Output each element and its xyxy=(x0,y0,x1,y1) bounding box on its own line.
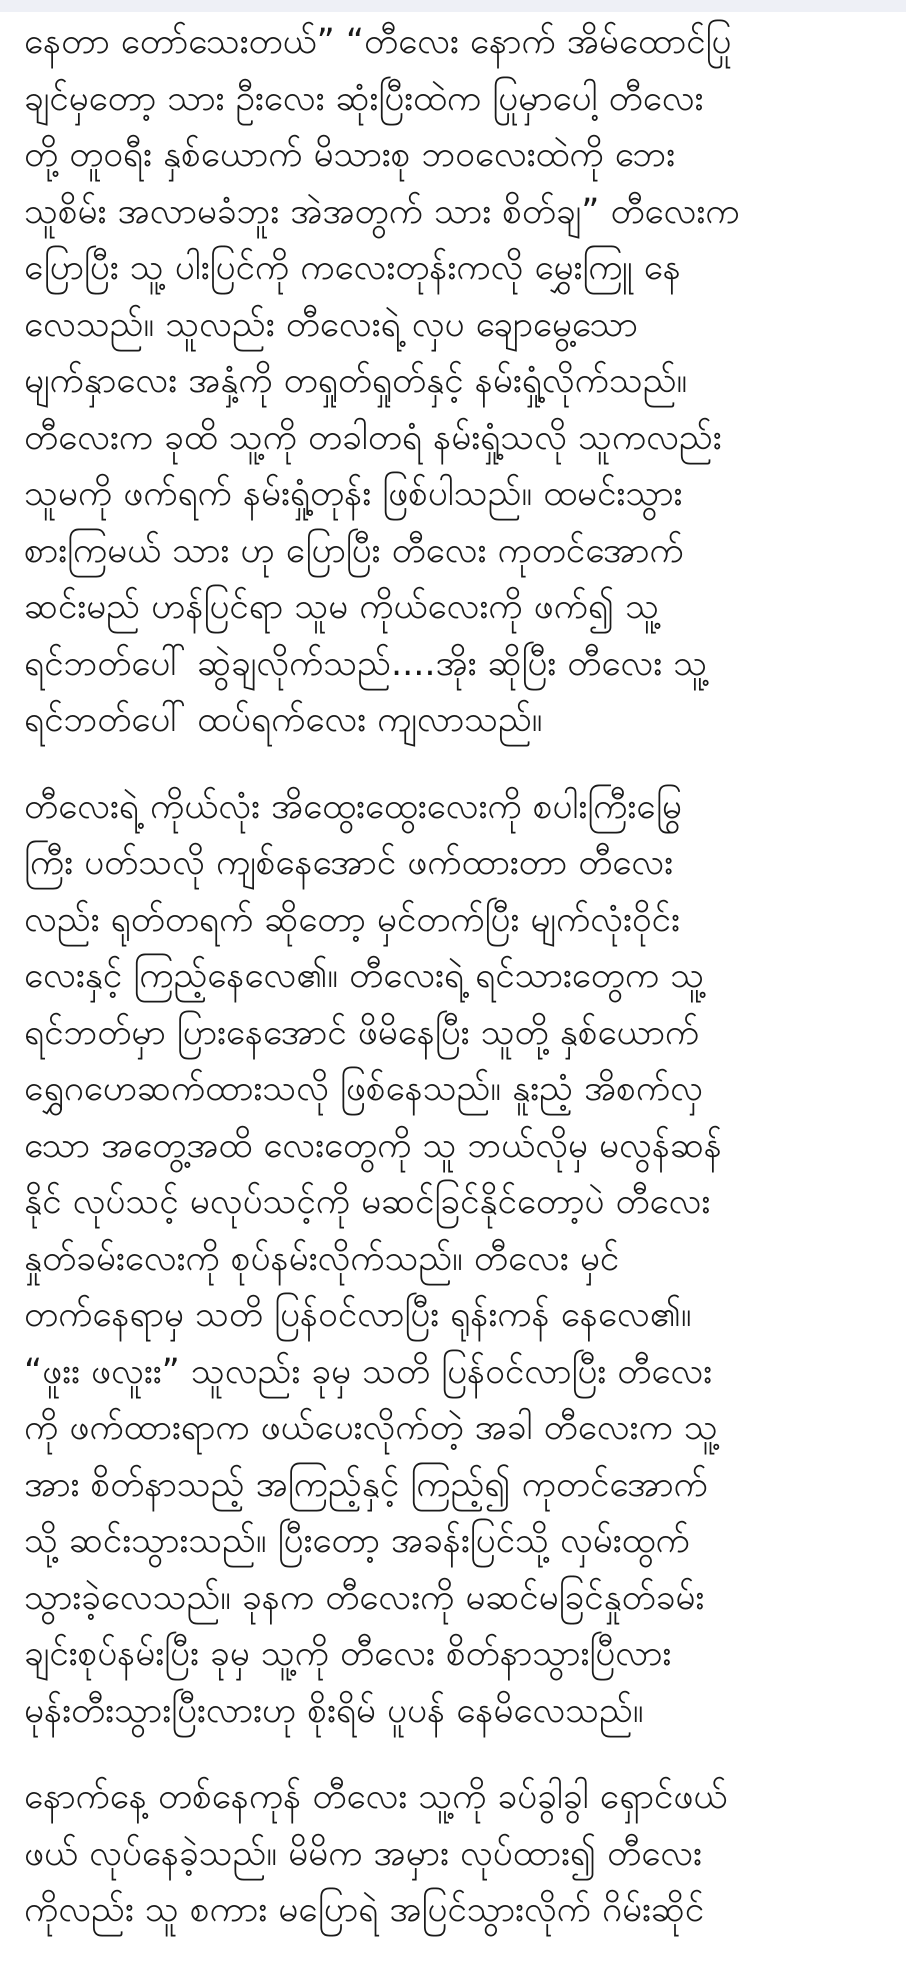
text-line: သူမကို ဖက်ရက် နမ်းရှုံ့တုန်း ဖြစ်ပါသည်။ ထမင်းသွား xyxy=(24,474,683,514)
text-line: တက်နေရာမှ သတိ ပြန်ဝင်လာပြီး ရုန်းကန် နေလေ၏။ xyxy=(24,1295,692,1335)
paragraph-1 xyxy=(24,14,882,749)
text-line: အား စိတ်နာသည့် အကြည့်နှင့် ကြည့်၍ ကုတင်အောက် xyxy=(24,1464,708,1505)
text-line: တို့ တူဝရီး နှစ်ယောက် မိသားစု ဘဝလေးထဲကို ဘေး xyxy=(24,135,675,175)
article-body xyxy=(24,14,882,1969)
text-line: တီလေးရဲ့ ကိုယ်လုံး အိထွေးထွေးလေးကို စပါးကြီးမြွေ xyxy=(24,786,682,827)
text-line: ကြီး ပတ်သလို ကျစ်နေအောင် ဖက်ထားတာ တီလေး xyxy=(24,843,673,883)
text-line: ဆင်းမည် ဟန်ပြင်ရာ သူမ ကိုယ်လေးကို ဖက်၍ သူ့ xyxy=(24,587,659,627)
text-line: လေသည်။ သူလည်း တီလေးရဲ့ လှပ ချောမွေ့သော xyxy=(24,304,638,345)
paragraph-2 xyxy=(24,779,882,1740)
text-line: သူစိမ်း အလာမခံဘူး အဲအတွက် သား စိတ်ချ” တီလေးက xyxy=(24,191,740,232)
text-line: နောက်နေ့ တစ်နေကုန် တီလေး သူ့ကို ခပ်ခွါခွါ ရှောင်ဖယ် xyxy=(24,1777,728,1817)
text-line: ပြောပြီး သူ့ ပါးပြင်ကို ကလေးတုန်းကလို မွှေးကြူ နေ xyxy=(24,248,681,288)
text-line: ကို ဖက်ထားရာက ဖယ်ပေးလိုက်တဲ့ အခါ တီလေးက သူ့ xyxy=(24,1408,718,1448)
text-line: ချင်းစုပ်နမ်းပြီး ခုမှ သူ့ကို တီလေး စိတ်နာသွားပြီလား xyxy=(24,1634,672,1674)
text-line: မုန်းတီးသွားပြီးလားဟု စိုးရိမ် ပူပန် နေမိလေသည်။ xyxy=(24,1690,644,1731)
text-line: နှုတ်ခမ်းလေးကို စုပ်နမ်းလိုက်သည်။ တီလေး မှင် xyxy=(24,1238,620,1279)
text-line: ရင်ဘတ်ပေါ် ထပ်ရက်လေး ကျလာသည်။ xyxy=(24,700,543,740)
top-status-strip xyxy=(0,0,906,12)
text-line: ရွှေဂဟေဆက်ထားသလို ဖြစ်နေသည်။ နူးညံ့ အိစက်လှ xyxy=(24,1069,703,1109)
text-line: မျက်နှာလေး အနှံ့ကို တရှုတ်ရှုတ်နှင့် နမ်းရှုံ့လိုက်သည်။ xyxy=(24,361,688,401)
paragraph-3 xyxy=(24,1769,882,1939)
text-line: ကိုလည်း သူ စကား မပြောရဲ အပြင်သွားလိုက် ဂိမ်းဆိုင် xyxy=(24,1890,705,1930)
text-line: ရင်ဘတ်မှာ ပြားနေအောင် ဖိမိနေပြီး သူတို့ နှစ်ယောက် xyxy=(24,1012,700,1053)
text-line: လည်း ရုတ်တရက် ဆိုတော့ မှင်တက်ပြီး မျက်လုံးဝိုင်း xyxy=(24,899,680,940)
text-line: လေးနှင့် ကြည့်နေလေ၏။ တီလေးရဲ့ ရင်သားတွေက သူ့ xyxy=(24,956,705,996)
text-line: နေတာ တော်သေးတယ်” “တီလေး နောက် အိမ်ထောင်ပြု xyxy=(24,22,732,62)
text-line: ရင်ဘတ်ပေါ် ဆွဲချလိုက်သည်....အိုး ဆိုပြီး တီလေး သူ့ xyxy=(24,643,708,684)
text-line: ဖယ် လုပ်နေခဲ့သည်။ မိမိက အမှား လုပ်ထား၍ တီလေး xyxy=(24,1833,702,1874)
text-line: နိုင် လုပ်သင့် မလုပ်သင့်ကို မဆင်ခြင်နိုင်တော့ပဲ တီလေး xyxy=(24,1182,711,1222)
text-line: ချင်မှတော့ သား ဦးလေး ဆုံးပြီးထဲက ပြုမှာပေါ့ တီလေး xyxy=(24,78,704,119)
text-line: တီလေးက ခုထိ သူ့ကို တခါတရံ နမ်းရှုံ့သလို သူကလည်း xyxy=(24,417,722,458)
text-line: သွားခဲ့လေသည်။ ခုနက တီလေးကို မဆင်မခြင်နှုတ်ခမ်း xyxy=(24,1577,705,1618)
text-line: စားကြမယ် သား ဟု ပြောပြီး တီလေး ကုတင်အောက် xyxy=(24,530,684,571)
text-line: သော အတွေ့အထိ လေးတွေကို သူ ဘယ်လိုမှ မလွန်ဆန် xyxy=(24,1125,722,1166)
text-line: “ဖူးး ဖလူးး” သူလည်း ခုမှ သတိ ပြန်ဝင်လာပြီး တီလေး xyxy=(24,1351,713,1392)
text-line: သို့ ဆင်းသွားသည်။ ပြီးတော့ အခန်းပြင်သို့ လှမ်းထွက် xyxy=(24,1521,690,1561)
